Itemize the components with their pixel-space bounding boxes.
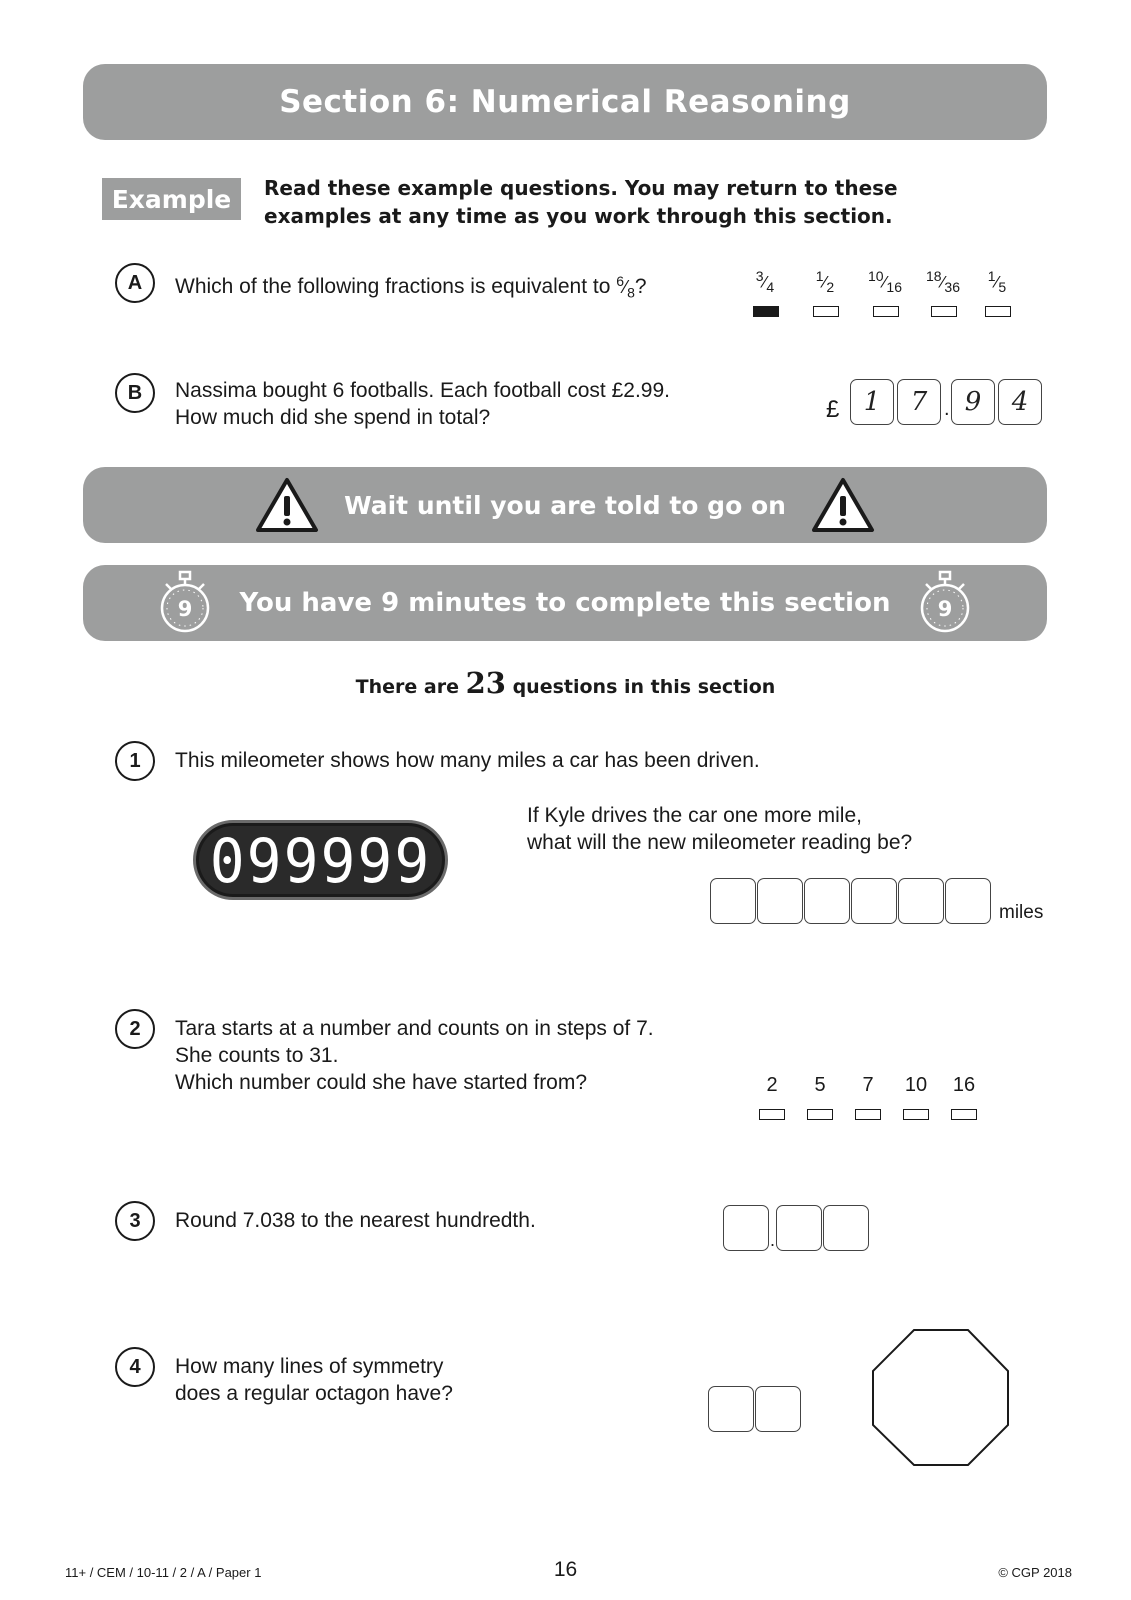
q2-checkbox-5[interactable] xyxy=(951,1109,977,1120)
example-b-question xyxy=(175,377,670,431)
section-title: Section 6: Numerical Reasoning xyxy=(279,84,851,120)
q2-checkbox-3[interactable] xyxy=(855,1109,881,1120)
example-a-option-3: $^{10}⁄_{16}$ xyxy=(868,268,902,296)
mileometer-reading: 099999 xyxy=(209,825,432,897)
example-a-question: Which of the following fractions is equivalent to $^6⁄_8$? xyxy=(175,273,647,301)
q1-answer-digit-5[interactable] xyxy=(898,878,944,924)
example-a-checkbox-5[interactable] xyxy=(985,306,1011,317)
example-b-digit-1[interactable]: 1 xyxy=(850,379,894,425)
example-a-checkbox-2[interactable] xyxy=(813,306,839,317)
q2-text xyxy=(175,1015,654,1096)
page-number: 16 xyxy=(553,1558,578,1581)
q3-answer-hundredths[interactable] xyxy=(823,1205,869,1251)
footer-copyright: © CGP 2018 xyxy=(998,1565,1072,1580)
svg-text:9: 9 xyxy=(938,597,953,621)
q3-answer-tenths[interactable] xyxy=(776,1205,822,1251)
q2-option-label-2: 5 xyxy=(814,1074,826,1096)
q2-number: 2 xyxy=(115,1009,155,1049)
svg-text:9: 9 xyxy=(177,597,192,621)
q2-checkbox-4[interactable] xyxy=(903,1109,929,1120)
example-b-question-line1: Nassima bought 6 footballs. Each football cost £2.99. xyxy=(175,379,670,402)
q2-checkbox-2[interactable] xyxy=(807,1109,833,1120)
q3-text: Round 7.038 to the nearest hundredth. xyxy=(175,1209,536,1232)
example-instruction-line1: Read these example questions. You may return to these xyxy=(264,176,898,200)
example-a-label: A xyxy=(115,263,155,303)
q1-answer-digit-3[interactable] xyxy=(804,878,850,924)
wait-banner xyxy=(83,467,1047,543)
example-a-checkbox-3[interactable] xyxy=(873,306,899,317)
q1-text: This mileometer shows how many miles a car has been driven. xyxy=(175,749,760,772)
q1-prompt-line2: what will the new mileometer reading be? xyxy=(527,831,913,854)
time-text: You have 9 minutes to complete this section xyxy=(239,588,891,618)
q2-option-label-5: 16 xyxy=(952,1074,976,1096)
q1-answer-digit-4[interactable] xyxy=(851,878,897,924)
q2-option-label-3: 7 xyxy=(862,1074,874,1096)
example-instruction-line2: examples at any time as you work through this section. xyxy=(264,204,893,228)
q4-answer-tens[interactable] xyxy=(708,1386,754,1432)
q3-decimal-point: . xyxy=(770,1230,776,1250)
example-b-decimal-point: . xyxy=(944,398,950,420)
mileometer-display xyxy=(193,820,448,900)
example-b-label: B xyxy=(115,373,155,413)
example-a-question-fraction: $^6⁄_8$ xyxy=(616,273,635,301)
example-a-option-2: $^1⁄_2$ xyxy=(815,268,835,296)
warning-icon xyxy=(254,476,320,534)
q4-number: 4 xyxy=(115,1347,155,1387)
example-a-option-4: $^{18}⁄_{36}$ xyxy=(926,268,960,296)
q2-text-line3: Which number could she have started from? xyxy=(175,1071,588,1094)
example-b-digit-3[interactable]: 9 xyxy=(951,379,995,425)
q4-text-line2: does a regular octagon have? xyxy=(175,1382,453,1405)
q2-checkbox-1[interactable] xyxy=(759,1109,785,1120)
currency-symbol: £ xyxy=(826,396,840,423)
example-b-question-line2: How much did she spend in total? xyxy=(175,406,491,429)
example-a-question-text: Which of the following fractions is equivalent to xyxy=(175,275,611,298)
example-tag: Example xyxy=(102,178,241,220)
q3-answer-units[interactable] xyxy=(723,1205,769,1251)
q3-number: 3 xyxy=(115,1201,155,1241)
wait-text: Wait until you are told to go on xyxy=(344,490,786,520)
example-b-digit-2[interactable]: 7 xyxy=(897,379,941,425)
q1-prompt-line1: If Kyle drives the car one more mile, xyxy=(527,804,862,827)
time-banner xyxy=(83,565,1047,641)
footer-paper-code: 11+ / CEM / 10-11 / 2 / A / Paper 1 xyxy=(65,1565,262,1580)
section-title-banner xyxy=(83,64,1047,140)
q1-answer-digit-1[interactable] xyxy=(710,878,756,924)
q2-text-line1: Tara starts at a number and counts on in steps of 7. xyxy=(175,1017,654,1040)
questions-count: There are 23 questions in this section xyxy=(355,666,776,700)
q1-unit: miles xyxy=(999,902,1044,923)
q1-answer-digit-2[interactable] xyxy=(757,878,803,924)
q4-text xyxy=(175,1353,453,1407)
questions-count-number: 23 xyxy=(465,666,506,700)
example-a-checkbox-4[interactable] xyxy=(931,306,957,317)
stopwatch-icon xyxy=(158,570,212,636)
q4-text-line1: How many lines of symmetry xyxy=(175,1355,444,1378)
q4-answer-units[interactable] xyxy=(755,1386,801,1432)
q2-option-label-1: 2 xyxy=(766,1074,778,1096)
q2-option-label-4: 10 xyxy=(904,1074,928,1096)
q1-answer-digit-6[interactable] xyxy=(945,878,991,924)
example-a-option-5: $^1⁄_5$ xyxy=(987,268,1007,296)
q1-number: 1 xyxy=(115,741,155,781)
warning-icon xyxy=(810,476,876,534)
example-b-digit-4[interactable]: 4 xyxy=(998,379,1042,425)
example-a-option-1: $^3⁄_4$ xyxy=(755,268,775,296)
example-a-checkbox-1[interactable] xyxy=(753,306,779,317)
q2-text-line2: She counts to 31. xyxy=(175,1044,339,1067)
octagon-shape xyxy=(870,1327,1012,1469)
stopwatch-icon xyxy=(918,570,972,636)
q1-prompt xyxy=(527,802,912,856)
example-instruction xyxy=(264,174,898,230)
